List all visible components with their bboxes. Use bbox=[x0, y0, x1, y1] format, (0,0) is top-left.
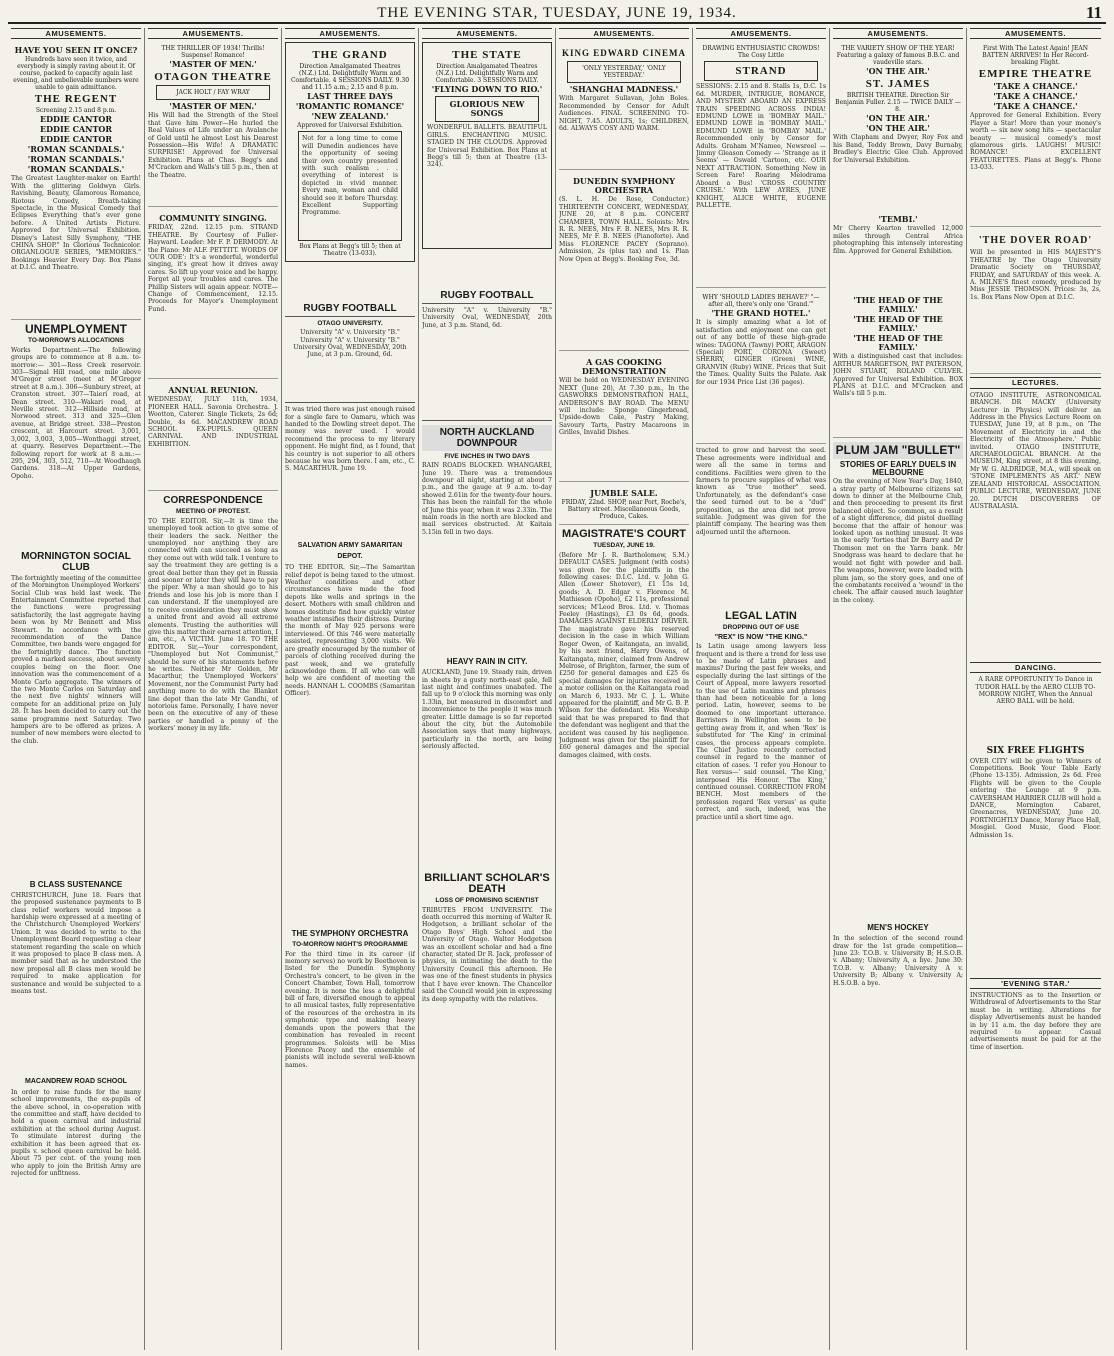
article-body: On the evening of New Year's Day, 1840, a stray party of Melbourne citizens sat down to dinner at the Melbourne Club, and then proceeding to present its first balanced object. So common, as a result of a slight difference, did pistol duelling become that the affair of honour was looked upon as nothing unusual. It was in the early 'forties that Dr Barry and Dr Thomson met on the Yarra bank. Mr Snodgrass was heard to declare that he would not fight with powder and ball. The weapons, however, were loaded with plum jam, so the story goes, and one of the combatants received a 'wound' in the cheek. The affair caused much laughter in the colony. bbox=[833, 478, 963, 604]
headline-sustenance: B CLASS SUSTENANCE bbox=[29, 879, 123, 889]
ad-small-print: Will be held on WEDNESDAY EVENING NEXT (June 20), At 7.30 p.m., In the GASWORKS DEMONSTRATION HALL, ANDERSON'S BAY ROAD. The MENU will include: Sponge Gingerbread, Upside-down Cake, Pastry Making, Savoury Tarts, Pastry Macaroons in Grilles, Invalid Dishes. bbox=[559, 377, 689, 437]
venue-name: THE REGENT bbox=[34, 93, 118, 106]
ad-title: HAVE YOU SEEN IT ONCE? bbox=[14, 45, 138, 56]
headline-mornington: MORNINGTON SOCIAL CLUB bbox=[21, 550, 131, 573]
ad-reunion bbox=[148, 382, 278, 491]
fixture-list: University "A" v. University "B." University "A" v. University "B." University Oval, WEDNESDAY, 20th June, at 3 p.m. Ground, 6d. bbox=[293, 329, 407, 359]
headline-school: MACANDREW ROAD SCHOOL bbox=[25, 1077, 127, 1085]
ad-small-print: His Will had the Strength of the Steel that Gave him Power—He hurled the Real Values of Life under an Avalanche of Gold until he almost Lost his Dearest Possession—His Wife! A DRAMATIC SURPRISE! Approved for Universal Exhibition. Plans at Chas. Begg's and M'Cracken and Walls's till 5 p.m., then at the Theatre. bbox=[148, 112, 278, 179]
ad-small-print: FRIDAY, 22nd. 12.15 p.m. STRAND THEATRE. By Courtesy of Fuller-Hayward. Leader: Mr F. P. DERMODY. At the Piano: Mr ALF. PETTITT. WORDS OF 'OUR ODE': It's a wonderful, wonderful singing, it's great how it drives away cares. So lift up your voice and be happy. Forget all your troubles and cares. The Phillip Sisters will again appear. NOTE—Change of Commencement, 12.15. Proceeds for Mayor's Unemployment Fund. bbox=[148, 224, 278, 313]
ad-dover-road bbox=[970, 230, 1101, 374]
headline-mens-hockey: MEN'S HOCKEY bbox=[867, 923, 929, 933]
column-3 bbox=[282, 28, 419, 1350]
article-body: For the third time in its career (if memory serves) no work by Beethoven is listed for the Dunedin Symphony Orchestra's concert, to be given in the Concert Chamber, Town Hall, tomorrow evening. It is none the less a delightful bill of fare, diversified enough to appeal to all musical tastes, fully representative of the resources of the orchestra in its symphonic type and making heavy demands upon the powers that the combination has revealed in recent programmes. Soloists will be Miss Florence Pacey and the ensemble of pianists will include several well-known names. bbox=[285, 950, 415, 1069]
ad-small-print: With Margaret Sullavan, John Boles. Recommended by Censor for Adult Audiences. FINAL SCREENING TO-NIGHT, 7.45. ADULTS, 1s; CHILDREN, 6d. ALWAYS COSY AND WARM. bbox=[559, 95, 689, 133]
headline-scholar-death: BRILLIANT SCHOLAR'S DEATH bbox=[424, 872, 550, 896]
headline-symphony: THE SYMPHONY ORCHESTRA bbox=[291, 929, 409, 939]
film-title: 'ROMAN SCANDALS.' bbox=[27, 144, 125, 155]
ad-small-print: WEDNESDAY, JULY 11th, 1934, PIONEER HALL. Savonia Orchestra. J. Wootton, Caterer. Single Tickets, 2s 6d; Double, 4s 6d. MACANDREW ROAD SCHOOL EX-PUPILS. QUEEN CARNIVAL AND INDUSTRIAL EXHIBITION. bbox=[148, 396, 278, 448]
headline-unemployment: UNEMPLOYMENT bbox=[25, 322, 127, 337]
film-title: 'TAKE A CHANCE.' bbox=[993, 81, 1078, 92]
ad-small-print: THE THRILLER OF 1934! Thrills! Suspense! Romance! bbox=[161, 45, 265, 60]
headline-heavy-rain: HEAVY RAIN IN CITY. bbox=[446, 657, 528, 667]
ad-small-print: (S. L. H. De Rose, Conductor.) THIRTEENTH CONCERT, WEDNESDAY, JUNE 20, at 8 p.m. CONCERT CHAMBER, TOWN HALL. Soloists: Mrs R. R. NEES, Mrs F. B. NEES, Mrs R. R. NEES, Mr F. B. NEES (Pianoforte). And Miss FLORENCE PACEY (Soprano). Admission, 2s (plus tax) and 1s. Plan Now Open at Begg's. Booking Fee, 3d. bbox=[559, 196, 689, 263]
column-8 bbox=[967, 28, 1104, 1350]
ad-small-print: Box Plans at Begg's till 5; then at Theatre (13-033). bbox=[299, 243, 401, 258]
ad-small-print: DRAWING ENTHUSIASTIC CROWDS! The Cosy Little bbox=[702, 45, 820, 60]
column-4 bbox=[419, 28, 556, 1350]
article-body: University "A" v. University "B." University Oval, WEDNESDAY, 20th June, at 3 p.m. Stand, 6d. bbox=[422, 306, 552, 329]
ad-grand bbox=[285, 42, 415, 262]
sale-title: JUMBLE SALE. bbox=[590, 488, 658, 499]
article-body: Is Latin usage among lawyers less frequent and is there a trend for less use to be made of Latin phrases and maxims? During the past few weeks, and especially during the last sittings of the Court of Appeal, more lawyers resorted to the use of Latin maxims and phrases than had been noticeable for a long period. Latin, however, seems to be doomed to one important utterance. Barristers in Wellington seem to be getting away from it, and when 'Rex' is substituted for 'The King' in criminal cases, the process appears complete. The Chief Justice recently corrected counsel in regard to the manner of citation of cases. 'I refer you Honour to Rex versus—' said counsel. 'The King,' interposed His Honour. 'The King,' continued counsel. CORRECTION FROM BENCH. Most members of the profession regard 'Rex versus' as quite correct, and such, indeed, was the practice until a short time ago. bbox=[696, 643, 826, 821]
community-singing-title: COMMUNITY SINGING. bbox=[159, 213, 267, 224]
ad-king-edward bbox=[559, 42, 689, 170]
ad-jumble-sale bbox=[559, 485, 689, 525]
divider bbox=[422, 303, 552, 304]
film-title: 'MASTER OF MEN.' bbox=[169, 59, 257, 70]
article-body: (Before Mr J. R. Bartholomew, S.M.) DEFAULT CASES. Judgment (with costs) was given for the plaintiffs in the following cases: D.I.C. Ltd. v. John G. Allen (Lower Shotover), £1 15s 1d, goods; A. D. Edgar v. Florence M. Mathieson (Opoho), £2 11s, professional services; M'Leod Bros. Ltd. v. Thomas Feeley (Hastings), £3 0s 6d, goods. DAMAGES AGAINST ELDERLY DRIVER. The magistrate gave his reserved decision in the case in which William Roger Owen, of Kaitangata, an invalid, by his next friend, Harry Owens, of Kaitangata, miner, claimed from Andrew Melrose, of Brighton, farmer, the sum of £250 for general damages and £25 6s special damages for injuries received in a motor collision on the Kaitangata road on March 6, 1933. Mr C. J. L. White appeared for the plaintiff, and Mr G. B. P. Wilson for the defendant. His Worship said that he was prepared to find that the defendant was negligent and that the accident was caused by his negligence. Judgment was given for the plaintiff for £60 general damages and the special damages claimed, with costs. bbox=[559, 551, 689, 759]
ad-strand bbox=[696, 42, 826, 288]
demo-title: A GAS COOKING DEMONSTRATION bbox=[581, 357, 667, 377]
divider bbox=[422, 420, 552, 421]
dancing-header: DANCING. bbox=[970, 662, 1101, 673]
orchestra-title: DUNEDIN SYMPHONY ORCHESTRA bbox=[572, 176, 675, 196]
film-title: 'THE HEAD OF THE FAMILY.' bbox=[853, 295, 943, 315]
film-title: 'MASTER OF MEN.' bbox=[169, 101, 257, 112]
rex-quote: "REX" IS NOW "THE KING." bbox=[714, 633, 808, 641]
article-body: TO THE EDITOR. Sir,—It is time the unemployed took action to give some of their leaders the sack. Neither the unemployed nor anything they are connected with can succeed as long as they come out with wild talk. I venture to say the treatment they are getting is a great deal better than they get in Russia and sooner or later they will have to pay the piper. Why a man should go to his friends and lose his job is more than I can understand. If the unemployed are to receive consideration they must show a united front and avoid all extreme elements. Trusting the authorities will give this matter their earnest attention, I am, etc., A VICTIM. June 18. TO THE EDITOR. Sir,—Your correspondent, "Unemployed but Not Communist," should be sure of his statements before he writes. Neither Mr Golden, Mr Macarthur, the Unemployed Workers' Movement, nor the Communist Party had anything more to do with the Blanket line depot than the late Mr Gandhi, of notorious fame. Personally, I have never been on the executive of any of these parties or handled a penny of the workers' money in my life. bbox=[148, 517, 278, 733]
amusements-header: AMUSEMENTS. bbox=[559, 28, 689, 39]
amusements-header: AMUSEMENTS. bbox=[285, 28, 415, 39]
subhead-five-inches: FIVE INCHES IN TWO DAYS bbox=[444, 452, 530, 460]
masthead-title: THE EVENING STAR, TUESDAY, JUNE 19, 1934. bbox=[377, 4, 737, 21]
ad-small-print: Direction Amalgamated Theatres (N.Z.) Ltd. Delightfully Warm and Comfortable. 3 SESSIONS DAILY. bbox=[435, 63, 539, 85]
headline-correspondence: CORRESPONDENCE bbox=[163, 495, 263, 507]
amusements-header: AMUSEMENTS. bbox=[970, 28, 1101, 39]
subhead-dropping: DROPPING OUT OF USE bbox=[722, 624, 800, 632]
article-body: TRIBUTES FROM UNIVERSITY. The death occurred this morning of Walter R. Hodgetson, a brilliant scholar of the Otago Boys' High School and the University of Otago. Walter Hodgetson was an excellent scholar and had a fine character, stated Dr R. Jack, professor of physics, in intimating the death to the University Council this afternoon. He was one of the finest students in physics that I have ever known. The Chancellor said the Council would join in expressing its deep sympathy with the relatives. bbox=[422, 906, 552, 1003]
film-title: 'ON THE AIR.' bbox=[866, 123, 930, 134]
column-6 bbox=[693, 28, 830, 1350]
flights-title: SIX FREE FLIGHTS bbox=[986, 746, 1085, 757]
ad-small-print: WHY 'SHOULD LADIES BEHAVE?' "—after all, there's only one 'Grand.'" bbox=[702, 294, 820, 309]
subhead-allocations: TO-MORROW'S ALLOCATIONS bbox=[27, 337, 125, 345]
notice-body: INSTRUCTIONS as to the Insertion or Withdrawal of Advertisements to the Star must be in writing. Alterations for display Advertisements must be handed in by 11 a.m. the day before they are required to appear. Casual advertisements must be paid for at the time of insertion. bbox=[970, 992, 1101, 1051]
film-title: 'THE HEAD OF THE FAMILY.' bbox=[853, 314, 943, 334]
rugby-football-heading: RUGBY FOOTBALL bbox=[440, 290, 534, 302]
venue-name: EMPIRE THEATRE bbox=[978, 68, 1093, 81]
divider bbox=[285, 402, 415, 403]
ad-small-print: FRIDAY, 22nd. SHOP, near Port, Roche's, Battery street. Miscellaneous Goods, Produce, Cakes. bbox=[561, 499, 687, 521]
venue-name: STRAND bbox=[704, 61, 818, 81]
page-number: 11 bbox=[1085, 3, 1102, 22]
ad-small-print: The Greatest Laughter-maker on Earth! With the glittering Goldwyn Girls. Ravishing, Beauty, Glamorous Romance, Riotous Comedy, Breath-taking Spectacle, in the Musical Comedy that Eclipses Everything that's ever gone before. A United Artists Picture. Approved for Universal Exhibition. Disney's Latest Silly Symphony, "THE CHINA SHOP." In Glorious Technicolor. ORGANLOGUE SERIES, "MEMORIES." Bookings Heavier Every Day. Box Plans at D.I.C. and Theatre. bbox=[11, 175, 141, 272]
headline-salvation-army: SALVATION ARMY SAMARITAN DEPOT. bbox=[297, 542, 403, 561]
column-5 bbox=[556, 28, 693, 1350]
film-title: GLORIOUS NEW SONGS bbox=[435, 96, 539, 122]
ad-small-print: With Clapham and Dwyer, Roy Fox and his Band, Teddy Brown, Davy Burnaby, Bradley's Electric Glee Club. Approved for Universal Exhibition. bbox=[833, 134, 963, 164]
ad-small-print: Mr Cherry Kearton travelled 12,000 miles through Central Africa photographing this intensely interesting film. Approved for General Exhibition. bbox=[833, 225, 963, 255]
ad-small-print: LAST THREE DAYS bbox=[307, 91, 393, 102]
venue-name: THE STATE bbox=[452, 49, 522, 62]
ad-small-print: Direction Amalgamated Theatres (N.Z.) Ltd. Delightfully Warm and Comfortable. 4 SESSIONS DAILY. 9.30 and 11.15 a.m.; 2.15 and 8 p.m. bbox=[290, 63, 410, 92]
film-title: 'TEMBI.' bbox=[878, 214, 918, 225]
ad-community-singing bbox=[148, 210, 278, 379]
film-title: 'THE HEAD OF THE FAMILY.' bbox=[853, 333, 943, 353]
column-1 bbox=[8, 28, 145, 1350]
headline-magistrates-court: MAGISTRATE'S COURT bbox=[561, 528, 687, 541]
amusements-header: AMUSEMENTS. bbox=[696, 28, 826, 39]
film-star: EDDIE CANTOR bbox=[39, 124, 113, 135]
ad-grand-hotel bbox=[696, 291, 826, 444]
ad-st-james bbox=[833, 42, 963, 438]
film-title: 'NEW ZEALAND.' bbox=[311, 111, 389, 122]
screening-times: Screening 2.15 and 8 p.m. bbox=[35, 107, 117, 115]
film-title: 'TAKE A CHANCE.' bbox=[993, 91, 1078, 102]
university-heading: OTAGO UNIVERSITY. bbox=[317, 319, 383, 327]
ad-regent bbox=[11, 42, 141, 320]
subhead-duels: STORIES OF EARLY DUELS IN MELBOURNE bbox=[839, 460, 957, 477]
masthead bbox=[8, 4, 1106, 24]
ad-otagon bbox=[148, 42, 278, 207]
amusements-header: AMUSEMENTS. bbox=[148, 28, 278, 39]
film-title: 'ROMAN SCANDALS.' bbox=[27, 164, 125, 175]
film-title: 'SHANGHAI MADNESS.' bbox=[569, 84, 679, 95]
headline-downpour: NORTH AUCKLAND DOWNPOUR bbox=[422, 425, 552, 451]
subhead-meeting: MEETING OF PROTEST. bbox=[175, 508, 251, 516]
article-body: CHRISTCHURCH, June 18. Fears that the proposed sustenance payments to B class relief workers would impose a hardship were expressed at a meeting of the Christchurch Unemployed Workers' Union. It was decided to write to the Unemployment Board requesting a clear statement regarding the scale on which it was proposed to place B class men. A member said that as he understood the new proposal all B class men would be required to make application for sustenance and would be subjected to a means test. bbox=[11, 891, 141, 996]
film-title: 'ROMAN SCANDALS.' bbox=[27, 154, 125, 165]
ad-small-print: OVER CITY will be given to Winners of Competitions. Book Your Table Early (Phone 13-135). Admission, 2s 6d. Free Flights will be given to the Couple entering the Lounge at 9 p.m. CAVERSHAM HARRIER CLUB will hold a DANCE, Mornington Cabaret, Greenacres, WEDNESDAY, June 20. FORTNIGHTLY Dance, Moray Place Hall, Mosgiel. Good Music, Good Floor. Admission 1s. bbox=[970, 757, 1101, 839]
evening-star-notice-header: 'EVENING STAR.' bbox=[970, 978, 1101, 989]
spacer bbox=[422, 252, 552, 292]
play-title: 'THE DOVER ROAD' bbox=[978, 235, 1093, 247]
ad-small-print: Approved for General Exhibition. Every Player a Star! More than your money's worth — six new song hits — spectacular beauty — musical comedy's most glamorous girls. LAUGHS! MUSIC! ROMANCE! EXCELLENT FEATURETTES. Plans at Begg's. Phone 13-033. bbox=[970, 112, 1101, 172]
venue-name: OTAGON THEATRE bbox=[154, 71, 272, 84]
columns bbox=[8, 28, 1106, 1350]
film-title: 'ON THE AIR.' bbox=[866, 66, 930, 77]
ad-empire bbox=[970, 42, 1101, 227]
article-body: It was tried there was just enough raised for a single fare to Oamaru, which was handed to the Dowling street depot. The money was never used. I would recommend the process to my literary opponent. He might find, as I found, that his country is not superior to all others because he was born there. I am, etc., C. S. MACARTHUR. June 19. bbox=[285, 406, 415, 473]
subhead-scientist: LOSS OF PROMISING SCIENTIST bbox=[435, 897, 539, 905]
ad-gas-cooking bbox=[559, 354, 689, 482]
ad-state bbox=[422, 42, 552, 249]
ad-small-print: THE VARIETY SHOW OF THE YEAR! Featuring a galaxy of famous B.B.C. and vaudeville stars. bbox=[836, 45, 960, 67]
amusements-header: AMUSEMENTS. bbox=[422, 28, 552, 39]
article-body: tracted to grow and harvest the seed. These agreements were individual and were all the same in terms and conditions. Facilities were given to the farmers to procure supplies of what was known as "true mother" seed. Unfortunately, as the defendant's case the seed turned out to be a "dud" proposition, as the area did not prove suitable. Judgment was given for the plaintiff company. The hearing was then adjourned until the afternoon. bbox=[696, 447, 826, 536]
amusements-header: AMUSEMENTS. bbox=[833, 28, 963, 39]
ad-small-print: BRITISH THEATRE. Direction Sir Benjamin Fuller. 2.15 — TWICE DAILY — 8. bbox=[835, 92, 961, 114]
article-body: In the selection of the second round draw for the 1st grade competition—June 23: T.O.B. v. University B; H.S.O.B. v. Albany; University A, a bye. June 30: T.O.B. v. Albany; University A v. University B; Albany v. University A; H.S.O.B. a bye. bbox=[833, 935, 963, 987]
film-title: 'THE GRAND HOTEL.' bbox=[711, 308, 811, 319]
film-title: 'ON THE AIR.' bbox=[866, 113, 930, 124]
lectures-body: OTAGO INSTITUTE, ASTRONOMICAL BRANCH. DR MACKY (University Lecturer in Physics) will deliver an Address in the Physics Lecture Room on TUESDAY, June 19, at 8 p.m., on 'The Movement of Electricity in and the Electricity of the Atmosphere.' Public invited. OTAGO INSTITUTE, ARCHAEOLOGICAL BRANCH. At the MUSEUM, King street, at 8 this evening, Mr W. G. ALDRIDGE, M.A., will speak on 'STONE IMPLEMENTS AS ART.' NEW ZEALAND HISTORICAL ASSOCIATION. PUBLIC LECTURE, WEDNESDAY, JUNE 20. DUTCH DISCOVERERS OF AUSTRALASIA. bbox=[970, 391, 1101, 510]
headline-legal-latin: LEGAL LATIN bbox=[725, 610, 797, 623]
court-date: TUESDAY, JUNE 19. bbox=[593, 542, 655, 550]
dancing-body: A RARE OPPORTUNITY To Dance in TUDOR HALL by the AERO CLUB TO-MORROW NIGHT, When the Annual AERO BALL will be held. bbox=[975, 676, 1096, 706]
amusements-header: AMUSEMENTS. bbox=[11, 28, 141, 39]
film-title: 'TAKE A CHANCE.' bbox=[993, 101, 1078, 112]
ad-small-print: With a distinguished cast that includes: ARTHUR MARGETSON, PAT PATERSON, JOHN STUART, ROLAND CULVER. Approved for Universal Exhibition. BOX PLANS at D.I.C. and M'Cracken and Walls's till 5 p.m. bbox=[833, 353, 963, 398]
spacer bbox=[285, 265, 415, 305]
ad-small-print: Approved for Universal Exhibition. bbox=[297, 122, 403, 130]
subhead-programme: TO-MORROW NIGHT'S PROGRAMME bbox=[292, 941, 408, 949]
reunion-title: ANNUAL REUNION. bbox=[168, 385, 258, 396]
article-body: AUCKLAND, June 19. Steady rain, driven in sheets by a gusty north-east gale, fell last night and continues unabated. The fall up to 9 o'clock this morning was only 1.33in, but measured in discomfort and inconvenience to the people it was much greater. Little damage is so far reported about the city, but the Automobile Association says that many highways, particularly in the north, are being seriously affected. bbox=[422, 669, 552, 751]
ad-box: 'ONLY YESTERDAY,' 'ONLY YESTERDAY.' bbox=[567, 61, 681, 83]
film-star: EDDIE CANTOR bbox=[39, 134, 113, 145]
ad-orchestra bbox=[559, 173, 689, 351]
column-7 bbox=[830, 28, 967, 1350]
ad-small-print: WONDERFUL BALLETS. BEAUTIFUL GIRLS. ENCHANTING MUSIC. STAGED IN THE CLOUDS. Approved for Universal Exhibition. Box Plans at Begg's till 5; then at Theatre (13-324). bbox=[427, 124, 547, 169]
article-body: In order to raise funds for the many school improvements, the ex-pupils of the above school, in co-operation with the committee and staff, have decided to hold a queen carnival and industrial exhibition at the school during August. To stimulate interest during the exhibition it has been agreed that ex-pupils v. school queen carnival be held. About 75 per cent. of the young men who apply to join the British Army are rejected for unfitness. bbox=[11, 1088, 141, 1178]
venue-name: ST. JAMES bbox=[865, 78, 931, 91]
ad-body: Hundreds have seen it twice, and everybody is simply raving about it. Of course, packed to capacity again last evening, and unbelievable numbers were unable to gain admittance. bbox=[13, 56, 139, 92]
divider bbox=[285, 316, 415, 317]
article-body: Works Department.—The following groups are to commence at 8 a.m. to-morrow:— 301—Ross Creek reservoir. 303—Signal Hill road, one mile above M'Gregor street (meet at M'Gregor street at 8 a.m.). 306—Sunbury street, at Cranston street. 307—Taieri road, at Dean street. 310—Wakari road, at Neville street. 312—Hillside road, at Norwood street. 313 and 325—Glen avenue, at Bridge street. 338—Preston crescent, at Harcourt street. 3,001, 3,002, 3,003, 3,005—Wonthaggi street, at quarry. Reserves Department.—The following report for work at 8 a.m.:— 295, 294, 303, 512, 710—At Woodhaugh Gardens. 318—At Upper Gardens, Opoho. bbox=[11, 346, 141, 480]
venue-name: KING EDWARD CINEMA bbox=[561, 48, 686, 59]
film-star: EDDIE CANTOR bbox=[39, 114, 113, 125]
ad-box: JACK HOLT / FAY WRAY bbox=[156, 85, 270, 100]
headline-plum-jam: PLUM JAM "BULLET" bbox=[833, 442, 963, 459]
ad-small-print: First With The Latest Again! JEAN BATTEN ARRIVES! In Her Record-breaking Flight. bbox=[982, 45, 1089, 67]
lectures-header: LECTURES. bbox=[970, 377, 1101, 388]
column-2 bbox=[145, 28, 282, 1350]
ad-box: Not for a long time to come will Dunedin audiences have the opportunity of seeing their own country presented with such realism . . . everything of interest is depicted in vivid manner. Every man, woman and child should see it before Thursday. Excellent Supporting Programme. bbox=[298, 131, 402, 241]
film-title: 'ROMANTIC ROMANCE' bbox=[295, 101, 405, 112]
ad-small-print: SESSIONS: 2.15 and 8. Stalls 1s, D.C. 1s 6d. MURDER, INTRIGUE, ROMANCE, AND MYSTERY ABOARD AN EXPRESS TRAIN SPEEDING ACROSS INDIA! EDMUND LOWE in 'BOMBAY MAIL.' EDMUND LOWE in 'BOMBAY MAIL.' EDMUND LOWE in 'BOMBAY MAIL.' Recommended only by Censor for Adults. Graham M'Namee, Newsreel — Jimmy Gleason Comedy — 'Strange as it Seems' — Oswald 'Cartoon, etc. OUR NEXT ATTRACTION. Something New in Screen Fare! Roaring Melodrama Aboard a Bus! 'CROSS COUNTRY CRUISE.' With LEW AYRES, JUNE KNIGHT, ALICE WHITE, EUGENE PALLETTE. bbox=[696, 83, 826, 209]
ad-small-print: It is simply amazing what a lot of satisfaction and enjoyment one can get out of any bottle of these high-grade wines: TAGONA (Tawny) PORT, ARAGON (Special) PORT, CORONA (Sweet) SHERRY, GINGER (Green) WINE, GRANVIN (Ruby) WINE. Prices that Suit the Times. Quality Suits the Palate. Ask for our 1934 Price List (36 pages). bbox=[696, 319, 826, 386]
article-body: TO THE EDITOR. Sir,—The Samaritan relief depot is being taxed to the utmost. Weather conditions and other circumstances have made the food depots like wells and springs in the desert. Mothers with small children and homes destitute find how quickly winter weather intensifies their distress. During the month of May 925 persons were interviewed. Of this 746 were materially assisted, representing 3,000 visits. We are greatly encouraged by the number of parcels of clothing received during the past week, and we gratefully acknowledge them. If all who can will help we are confident of meeting the needs. HANNAH L. COOMBS (Samaritan Officer). bbox=[285, 564, 415, 698]
venue-name: THE GRAND bbox=[312, 49, 388, 62]
ad-small-print: Will be presented in HIS MAJESTY'S THEATRE by The Otago University Dramatic Society on THURSDAY, FRIDAY, and SATURDAY of this week. A. A. MILNE'S finest comedy, produced by Miss JESSIE THOMSON. Prices: 3s, 2s, 1s. Box Plans Now Open at D.I.C. bbox=[970, 249, 1101, 301]
article-body: RAIN ROADS BLOCKED. WHANGAREI, June 19. There was a tremendous downpour all night, starting at about 7 p.m., and the gauge at 9 a.m. to-day showed 2.61in for the twenty-four hours. This has been the rainfall for the whole of June this year, when it was 2.33in. The main roads in the north are blocked and mail services obstructed. At Kaitaia 5.15in fell in two days. bbox=[422, 462, 552, 536]
article-body: The fortnightly meeting of the committee of the Mornington Unemployed Workers' Social Club was held last week. The Entertainment Committee reported that the functions were progressing satisfactorily, the last aggregate having been won by Mr Bennett and Miss Stewart. In accordance with the recommendation of the Dance Committee, two bands were engaged for the fortnightly dance. The function proved a marked success, about seventy couples being on the floor. One innovation was the commencement of a Monte Carlo aggregate. The winners of the two Monte Carlos on Saturday and the next five nights' winners will compete for an additional prize on July 28. It has been decided to carry out the same programme next Saturday. Two hampers are to be offered as prizes. A number of new members were elected to the club. bbox=[11, 574, 141, 745]
rugby-football-heading: RUGBY FOOTBALL bbox=[303, 303, 397, 315]
ad-small-print: 'FLYING DOWN TO RIO.' bbox=[431, 84, 543, 95]
